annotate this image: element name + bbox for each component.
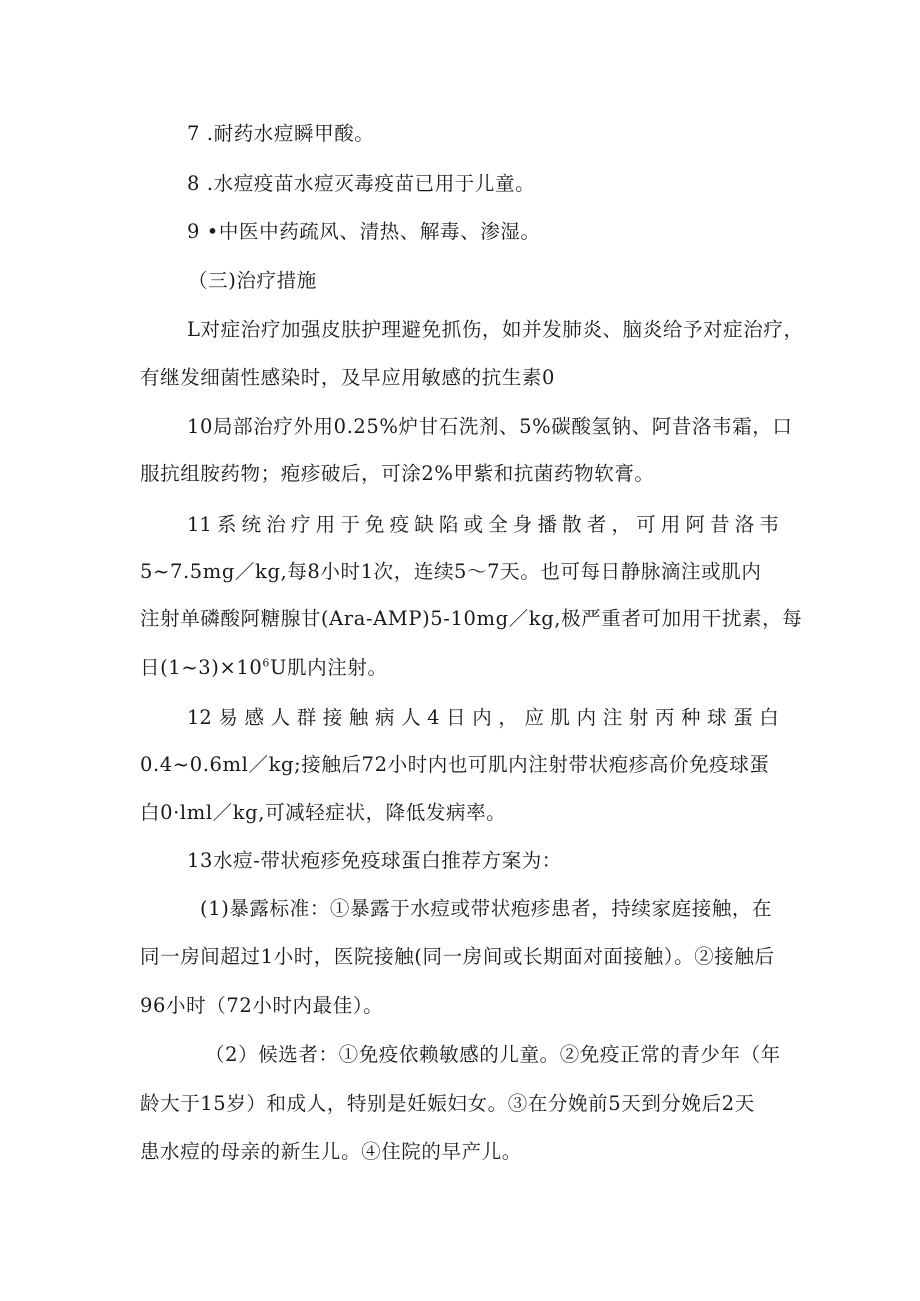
word: 身 — [512, 513, 533, 536]
word: 统 — [241, 513, 262, 536]
word: 病 — [374, 706, 395, 729]
word: 治 — [266, 513, 286, 536]
word: 应 — [524, 706, 544, 729]
word: 内 — [472, 706, 492, 729]
word: 用 — [660, 513, 681, 536]
word: 人 — [401, 706, 421, 729]
word: 韦 — [759, 513, 779, 536]
word: 易 — [218, 706, 238, 729]
word: 者 — [586, 513, 607, 536]
word: 免 — [364, 513, 385, 536]
word: ， — [498, 706, 518, 729]
candidates-line-1: （2）候选者：①免疫依赖敏感的儿童。②免疫正常的青少年（年 — [205, 1043, 781, 1066]
treatment-10-line-2: 服抗组胺药物；疱疹破后，可涂2%甲紫和抗菌药物软膏。 — [140, 462, 655, 485]
word: 接 — [322, 706, 343, 729]
word: 种 — [681, 706, 701, 729]
treatment-12-line-3: 白0·lml／kg,可减轻症状，降低发病率。 — [140, 801, 507, 824]
word: 12 — [187, 706, 212, 729]
criteria-1-line-1: (1)暴露标准：①暴露于水痘或带状疱疹患者，持续家庭接触，在 — [200, 897, 773, 920]
word: 丙 — [654, 706, 675, 729]
treatment-12-line-1 — [187, 706, 779, 730]
word: 肌 — [550, 706, 571, 729]
word: 播 — [537, 513, 558, 536]
word: 用 — [315, 513, 336, 536]
candidates-line-2: 龄大于15岁）和成人，特别是妊娠妇女。③在分娩前5天到分娩后2天 — [140, 1092, 755, 1115]
word: 白 — [759, 706, 779, 729]
treatment-11-line-4-text: 日(1~3)×10 — [140, 656, 263, 679]
treatment-11-line-4 — [140, 656, 388, 680]
word: 日 — [446, 706, 466, 729]
word: 球 — [707, 706, 727, 729]
word: 触 — [348, 706, 369, 729]
word: 群 — [296, 706, 317, 729]
treatment-11-line-4-rest: U肌内注射。 — [270, 656, 388, 679]
word: 注 — [602, 706, 623, 729]
word: ， — [611, 513, 631, 536]
word: 感 — [244, 706, 265, 729]
treatment-1-line-1: L对症治疗加强皮肤护理避免抓伤，如并发肺炎、脑炎给予对症治疗， — [187, 318, 804, 341]
word: 散 — [562, 513, 582, 536]
word: 或 — [463, 513, 484, 536]
word: 缺 — [414, 513, 434, 536]
item-9: 9 •中医中药疏风、清热、解毒、渗湿。 — [187, 220, 541, 243]
word: 昔 — [710, 513, 730, 536]
word: 11 — [187, 513, 212, 536]
word: 陷 — [438, 513, 459, 536]
word: 可 — [636, 513, 656, 536]
word: 阿 — [685, 513, 705, 536]
item-8: 8 .水痘疫苗水痘灭毒疫苗已用于儿童。 — [187, 172, 536, 195]
word: 内 — [576, 706, 597, 729]
word: 疗 — [290, 513, 311, 536]
treatment-12-line-2: 0.4~0.6ml／kg;接触后72小时内也可肌内注射带状疱疹高价免疫球蛋 — [140, 753, 770, 776]
section-heading-treatment: （三)治疗措施 — [188, 269, 317, 292]
criteria-1-line-3: 96小时（72小时内最佳）。 — [140, 994, 384, 1017]
item-7: 7 .耐药水痘瞬甲酸。 — [187, 122, 375, 145]
word: 于 — [340, 513, 360, 536]
exponent: 6 — [262, 656, 271, 670]
candidates-line-3: 患水痘的母亲的新生儿。④住院的早产儿。 — [140, 1140, 522, 1163]
treatment-11-line-1 — [187, 513, 779, 537]
treatment-11-line-3: 注射单磷酸阿糖腺甘(Ara-AMP)5-10mg／kg,极严重者可加用干扰素，每 — [140, 607, 803, 630]
word: 蛋 — [733, 706, 753, 729]
criteria-1-line-2: 同一房间超过1小时，医院接触(同一房间或长期面对面接触）。②接触后 — [140, 945, 775, 968]
word: 系 — [216, 513, 237, 536]
word: 射 — [628, 706, 649, 729]
treatment-11-line-2: 5~7.5mg／kg,每8小时1次，连续5～7天。也可每日静脉滴注或肌内 — [140, 560, 762, 583]
word: 4 — [427, 706, 440, 729]
word: 疫 — [389, 513, 410, 536]
word: 人 — [270, 706, 291, 729]
treatment-10-line-1: 10局部治疗外用0.25%炉甘石洗剂、5%碳酸氢钠、阿昔洛韦霜，口 — [187, 415, 793, 438]
treatment-13-heading: 13水痘-带状疱疹免疫球蛋白推荐方案为： — [187, 849, 562, 872]
word: 全 — [488, 513, 508, 536]
word: 洛 — [734, 513, 755, 536]
treatment-1-line-2: 有继发细菌性感染时，及早应用敏感的抗生素0 — [140, 366, 556, 389]
